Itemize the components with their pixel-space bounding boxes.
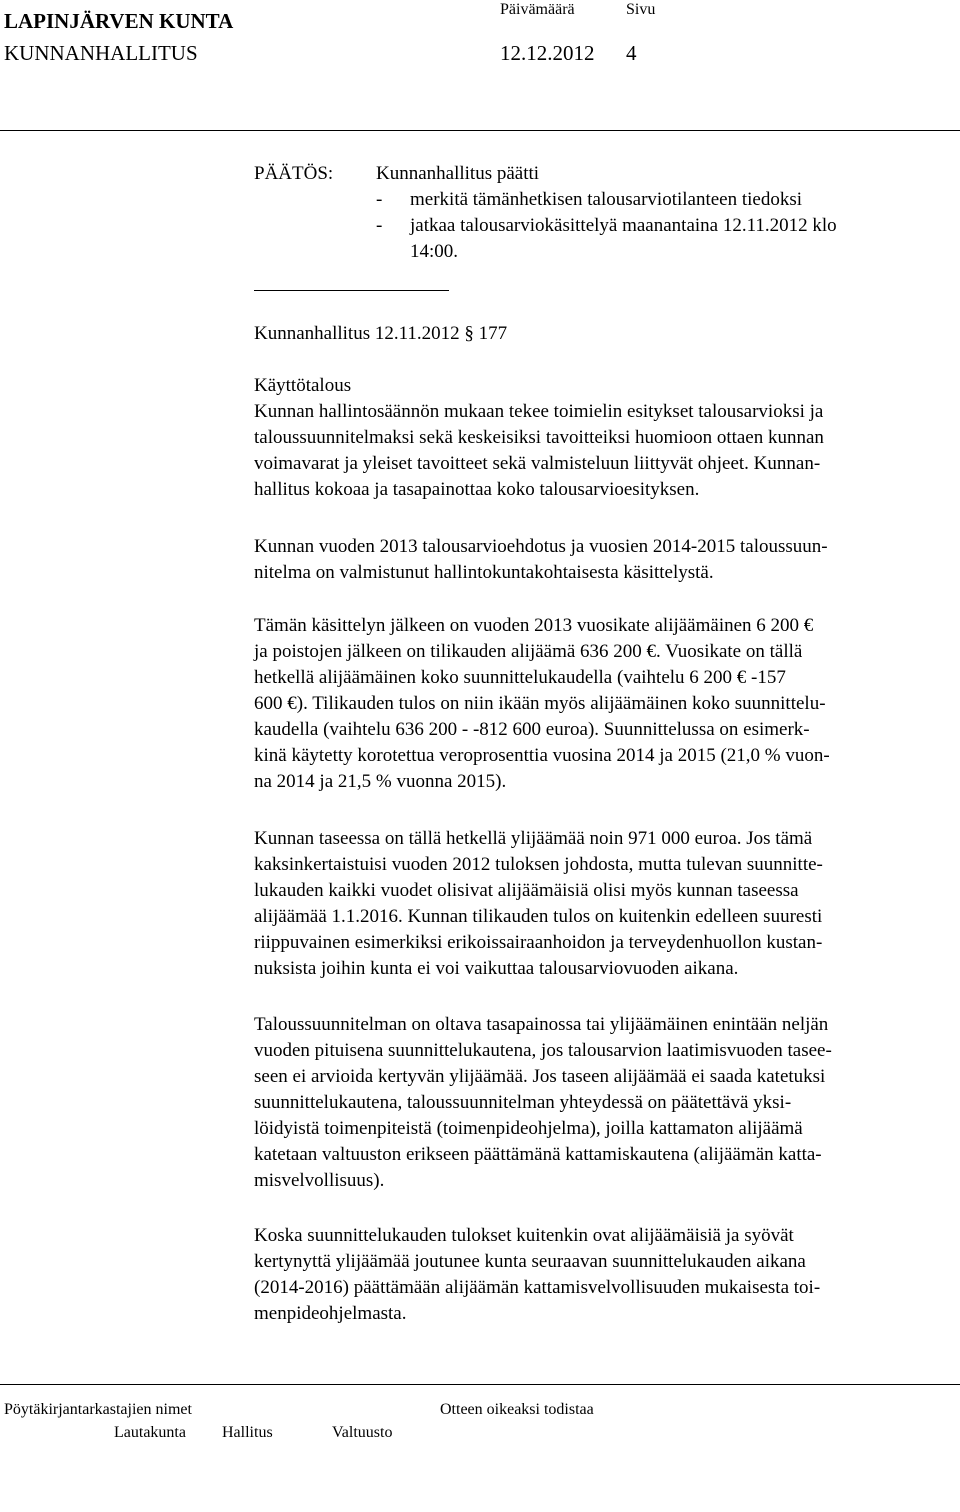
date-label: Päivämäärä <box>500 1 575 18</box>
decision-label: PÄÄTÖS: <box>254 163 334 184</box>
text-line: (2014-2016) päättämään alijäämän kattamisvelvollisuuden mukaisesta toi- <box>254 1277 821 1298</box>
text-line: lukauden kaikki vuodet olisivat alijäämäisiä olisi myös kunnan taseessa <box>254 880 799 901</box>
text-line: Kunnan taseessa on tällä hetkellä ylijäämää noin 971 000 euroa. Jos tämä <box>254 828 813 849</box>
header-divider <box>0 130 960 131</box>
date-value: 12.12.2012 <box>500 41 595 65</box>
text-line: Taloussuunnitelman on oltava tasapainossa tai ylijäämäinen enintään neljän <box>254 1014 829 1035</box>
decision-item: 14:00. <box>410 241 459 262</box>
text-line: Koska suunnittelukauden tulokset kuitenkin ovat alijäämäisiä ja syövät <box>254 1225 794 1246</box>
text-line: seen ei arvioida kertyvän ylijäämää. Jos taseen alijäämää ei saada katetuksi <box>254 1066 826 1087</box>
section-divider <box>254 290 449 291</box>
text-line: kinä käytetty korotettua veroprosenttia vuosina 2014 ja 2015 (21,0 % vuon- <box>254 745 830 766</box>
footer-council-label: Valtuusto <box>332 1424 393 1441</box>
text-line: nuksista joihin kunta ei voi vaikuttaa talousarviovuoden aikana. <box>254 958 739 979</box>
footer-government-label: Hallitus <box>222 1424 273 1441</box>
paragraph <box>254 534 954 586</box>
footer-board-label: Lautakunta <box>114 1424 186 1441</box>
text-line: hetkellä alijäämäinen koko suunnittelukaudella (vaihtelu 6 200 € -157 <box>254 667 786 688</box>
paragraph <box>254 826 954 982</box>
text-line: nitelma on valmistunut hallintokuntakohtaisesta käsittelystä. <box>254 562 714 583</box>
paragraph <box>254 1012 954 1194</box>
text-line: misvelvollisuus). <box>254 1170 385 1191</box>
text-line: katetaan valtuuston erikseen päättämänä kattamiskautena (alijäämän katta- <box>254 1144 822 1165</box>
text-line: vuoden pituisena suunnittelukautena, jos talousarvion laatimisvuoden tasee- <box>254 1040 832 1061</box>
decision-intro: Kunnanhallitus päätti <box>376 163 540 184</box>
page-label: Sivu <box>626 1 656 18</box>
text-line: suunnittelukautena, taloussuunnitelman yhteydessä on päätettävä yksi- <box>254 1092 792 1113</box>
text-line: 600 €). Tilikauden tulos on niin ikään myös alijäämäinen koko suunnittelu- <box>254 693 826 714</box>
text-line: voimavarat ja yleiset tavoitteet sekä valmisteluun liittyvät ohjeet. Kunnan- <box>254 453 821 474</box>
text-line: kaksinkertaistuisi vuoden 2012 tuloksen johdosta, mutta tulevan suunnitte- <box>254 854 823 875</box>
text-line: kertynyttä ylijäämää joutunee kunta seuraavan suunnittelukauden aikana <box>254 1251 806 1272</box>
text-line: na 2014 ja 21,5 % vuonna 2015). <box>254 771 507 792</box>
text-line: riippuvainen esimerkiksi erikoissairaanhoidon ja terveydenhuollon kustan- <box>254 932 823 953</box>
paragraph <box>254 399 954 503</box>
organization-name: LAPINJÄRVEN KUNTA <box>4 9 234 33</box>
section-title: Käyttötalous <box>254 375 352 396</box>
text-line: hallitus kokoaa ja tasapainottaa koko talousarvioesityksen. <box>254 479 700 500</box>
list-bullet: - <box>376 215 383 236</box>
decision-item: jatkaa talousarviokäsittelyä maanantaina 12.11.2012 klo <box>410 215 837 236</box>
text-line: ja poistojen jälkeen on tilikauden alijäämä 636 200 €. Vuosikate on tällä <box>254 641 803 662</box>
decision-item: merkitä tämänhetkisen talousarviotilanteen tiedoksi <box>410 189 803 210</box>
footer-extract-certified-label: Otteen oikeaksi todistaa <box>440 1401 594 1418</box>
page-number: 4 <box>626 41 637 65</box>
text-line: löidyistä toimenpiteistä (toimenpideohjelma), joilla kattamaton alijäämä <box>254 1118 803 1139</box>
text-line: Tämän käsittelyn jälkeen on vuoden 2013 vuosikate alijäämäinen 6 200 € <box>254 615 814 636</box>
paragraph <box>254 1223 954 1327</box>
list-bullet: - <box>376 189 383 210</box>
text-line: Kunnan hallintosäännön mukaan tekee toimielin esitykset talousarvioksi ja <box>254 401 824 422</box>
text-line: alijäämää 1.1.2016. Kunnan tilikauden tulos on kuitenkin edelleen suuresti <box>254 906 823 927</box>
text-line: menpideohjelmasta. <box>254 1303 407 1324</box>
organization-unit: KUNNANHALLITUS <box>4 41 198 65</box>
text-line: Kunnan vuoden 2013 talousarvioehdotus ja vuosien 2014-2015 taloussuun- <box>254 536 828 557</box>
meeting-reference: Kunnanhallitus 12.11.2012 § 177 <box>254 323 508 344</box>
footer-inspectors-label: Pöytäkirjantarkastajien nimet <box>4 1401 192 1418</box>
paragraph <box>254 613 954 795</box>
text-line: kaudella (vaihtelu 636 200 - -812 600 euroa). Suunnittelussa on esimerk- <box>254 719 810 740</box>
text-line: taloussuunnitelmaksi sekä keskeisiksi tavoitteiksi huomioon ottaen kunnan <box>254 427 824 448</box>
footer-divider <box>0 1384 960 1385</box>
